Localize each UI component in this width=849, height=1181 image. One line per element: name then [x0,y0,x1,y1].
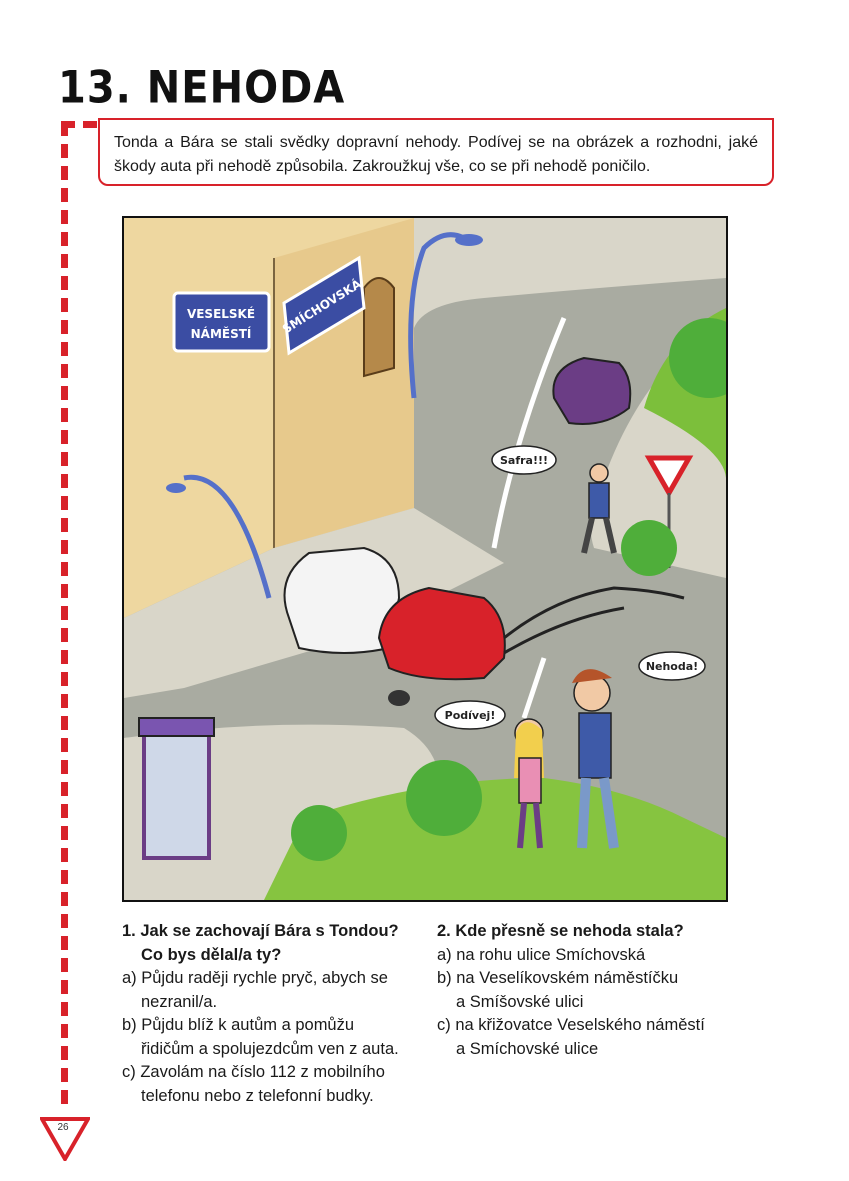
intro-box [98,118,774,186]
tire [388,690,410,706]
accident-illustration [122,216,728,902]
red-car [379,588,505,679]
question-2-option-c: c) na křižovatce Veselského náměstí a Smíchovské ulice [437,1016,705,1058]
question-2-option-a: a) na rohu ulice Smíchovská [437,945,646,964]
bush [291,805,347,861]
page-number: 26 [57,1122,69,1133]
street-sign-right-label: SMÍCHOVSKÁ [279,276,364,337]
purple-car [553,358,630,424]
speech-bubble-boy [639,652,705,680]
intro-text: Tonda a Bára se stali svědky dopravní nehody. Podívej se na obrázek a rozhodni, jaké škody auta při nehodě způsobila. Zakroužkuj vše, co se při nehodě poničilo. [114,134,758,175]
speech-bubble-man [492,446,556,474]
question-2-title: 2. Kde přesně se nehoda stala? [437,922,684,940]
page-title: 13. NEHODA [58,62,346,114]
street-sign-left-line1: VESELSKÉ [186,307,256,321]
question-1 [122,920,422,1108]
dashed-border-horizontal [61,121,103,128]
speech-bubble-girl [435,701,505,729]
street-sign-left-line2: NÁMĚSTÍ [190,327,252,341]
bush [621,520,677,576]
question-1-option-b: b) Půjdu blíž k autům a pomůžu řidičům a spolujezdcům ven z auta. [122,1016,399,1058]
street-sign-left [174,293,269,351]
speech-bubble-man-text: Safra!!! [499,454,549,467]
question-2-option-b: b) na Veselíkovském náměstíčku a Smíšovské ulici [437,969,679,1011]
question-1-title: 1. Jak se zachovají Bára s Tondou? Co bys dělal/a ty? [122,922,399,964]
bush [406,760,482,836]
question-1-option-c: c) Zavolám na číslo 112 z mobilního telefonu nebo z telefonní budky. [122,1063,385,1105]
speech-bubble-girl-text: Podívej! [444,709,496,722]
door [364,278,394,376]
question-1-option-a: a) Půjdu raději rychle pryč, abych se nezranil/a. [122,969,388,1011]
question-2 [437,920,737,1061]
dashed-border-vertical [61,122,68,1112]
speech-bubble-boy-text: Nehoda! [645,660,699,673]
phone-booth [144,728,209,858]
